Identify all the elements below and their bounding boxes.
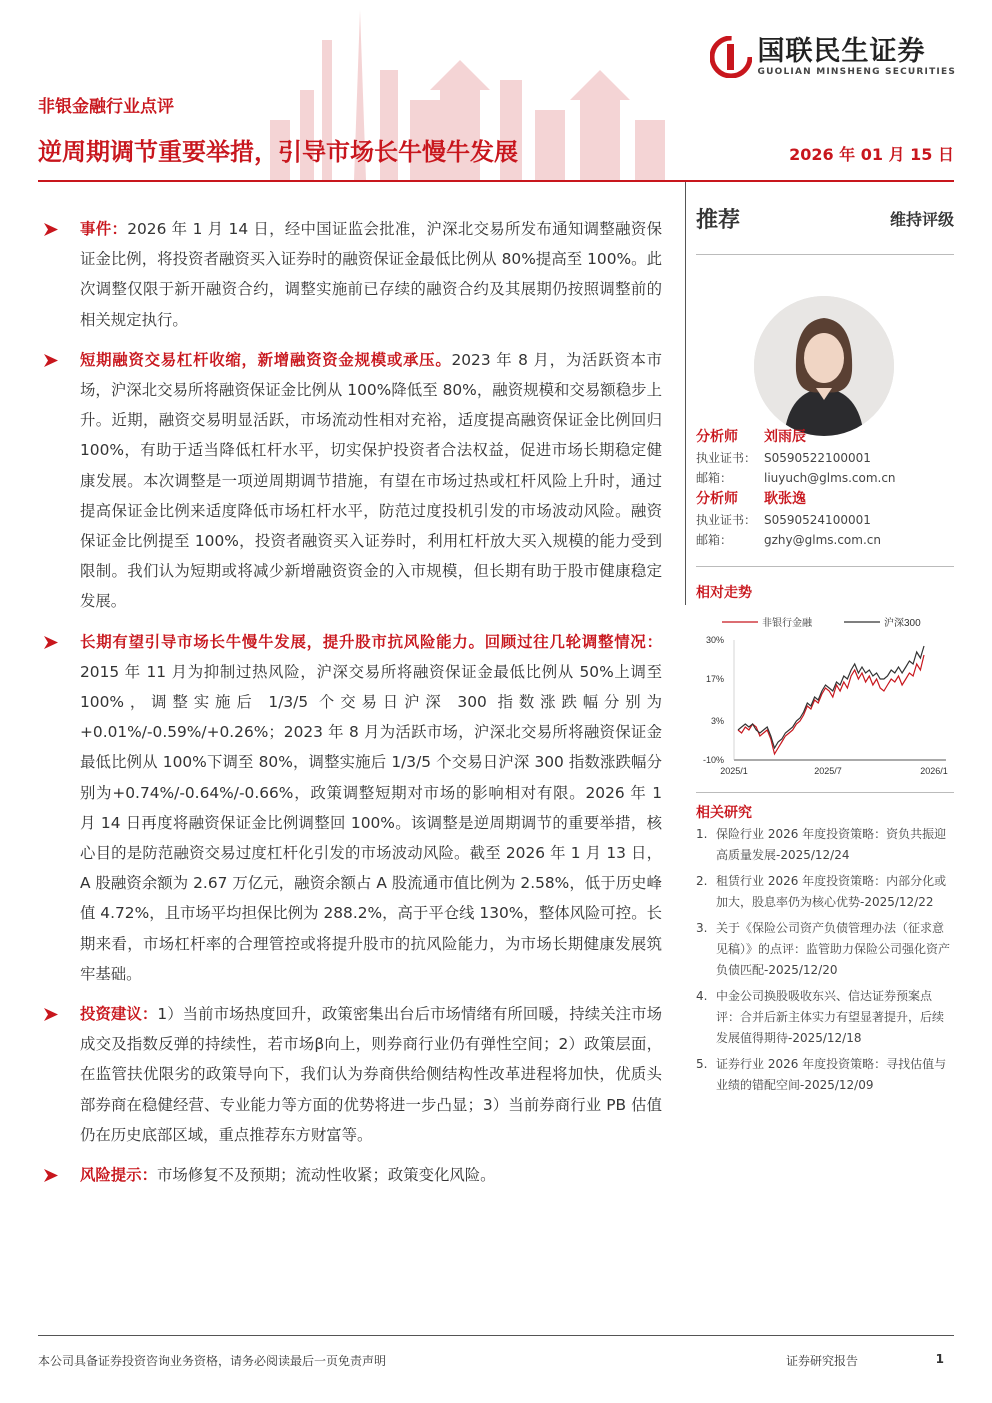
paragraph-event bbox=[44, 214, 662, 335]
research-text: 中金公司换股吸收东兴、信达证券预案点评：合并后新主体实力有望显著提升，后续发展值得期待-2025/12/18 bbox=[716, 989, 945, 1045]
analyst-name-row bbox=[696, 488, 954, 510]
email-label: 邮箱： bbox=[696, 471, 733, 485]
research-item[interactable] bbox=[696, 824, 954, 866]
research-text: 保险行业 2026 年度投资策略：资负共振迎高质量发展-2025/12/24 bbox=[716, 827, 947, 862]
paragraph-long-term bbox=[44, 627, 662, 989]
paragraph-text: 1）当前市场热度回升，政策密集出台后市场情绪有所回暖，持续关注市场成交及指数反弹的持续性，若市场β向上，则券商行业仍有弹性空间；2）政策层面，在监管扶优限劣的政策导向下，我们认为券商供给侧结构性改革进程将加快，优质头部券商在稳健经营、专业能力等方面的优势将进一步凸显；3）当前券商行业 PB 估值仍在历史底部区域，重点推荐东方财富等。 bbox=[80, 1005, 662, 1144]
paragraph-text: 市场修复不及预期；流动性收紧；政策变化风险。 bbox=[156, 1166, 496, 1185]
paragraph-short-term bbox=[44, 345, 662, 617]
column-divider bbox=[685, 182, 686, 605]
divider-line bbox=[696, 566, 954, 567]
research-text: 关于《保险公司资产负债管理办法（征求意见稿）》的点评：监管助力保险公司强化资产负债匹配-2025/12/20 bbox=[716, 921, 951, 977]
analyst-title: 分析师 bbox=[696, 491, 738, 507]
research-number: 1. bbox=[696, 827, 708, 841]
analyst-cert-row bbox=[696, 448, 954, 468]
research-title: 相关研究 bbox=[696, 805, 752, 821]
x-tick-label: 2025/7 bbox=[814, 766, 842, 776]
series-line bbox=[738, 646, 924, 748]
paragraph-text: 2015 年 11 月为抑制过热风险，沪深交易所将融资保证金最低比例从 50%上调至 100%，调整实施后 1/3/5 个交易日沪深 300 指数涨跌幅分别为+0.01%/-0.59%/+0.26%；2023 年 8 月为活跃市场，沪深北交易所将融资保证金最低比例从 100%下调至 80%，调整实施后 1/3/5 个交易日沪深 300 指数涨跌幅分别为+0.74%/-0.64%/-0.66%，政策调整短期对市场的影响相对有限。2026 年 1 月 14 日再度将融资保证金比例调整回 100%。该调整是逆周期调节的重要举措，核心目的是防范融资交易过度杠杆化引发的市场波动风险。截至 2026 年 1 月 13 日， A 股融资余额为 2.67 万亿元，融资余额占 A 股流通市值比例为 2.58%，低于历史峰值 4.72%，且市场平均担保比例为 288.2%，高于平仓线 130%，整体风险可控。长期来看，市场杠杆率的合理管控或将提升股市的抗风险能力，为市场长期健康发展筑牢基础。 bbox=[80, 662, 662, 983]
paragraph-heading: 投资建议： bbox=[80, 1005, 158, 1024]
research-number: 5. bbox=[696, 1057, 708, 1071]
report-date: 2026 年 01 月 15 日 bbox=[789, 145, 954, 164]
logo-name-cn: 国联民生证券 bbox=[757, 36, 926, 67]
research-item[interactable] bbox=[696, 1054, 954, 1096]
sidebar bbox=[696, 182, 954, 255]
legend-label: 非银行金融 bbox=[762, 618, 812, 629]
research-number: 2. bbox=[696, 874, 708, 888]
arrow-bullet-icon bbox=[44, 223, 58, 236]
cert-label: 执业证书： bbox=[696, 451, 757, 465]
company-logo bbox=[710, 36, 956, 78]
analyst-title: 分析师 bbox=[696, 429, 738, 445]
research-number: 4. bbox=[696, 989, 708, 1003]
paragraph-heading: 风险提示： bbox=[80, 1166, 157, 1185]
y-tick-label: 17% bbox=[705, 674, 724, 684]
research-number: 3. bbox=[696, 921, 708, 935]
y-tick-label: -10% bbox=[702, 755, 724, 765]
logo-mark-icon bbox=[710, 36, 752, 78]
report-category: 非银金融行业点评 bbox=[38, 97, 174, 117]
rating-status: 维持评级 bbox=[889, 209, 954, 229]
rating-row bbox=[696, 182, 954, 255]
paragraph-heading: 长期有望引导市场长牛慢牛发展，提升股市抗风险能力。回顾过往几轮调整情况： bbox=[80, 632, 662, 651]
analyst-cert-row bbox=[696, 510, 954, 530]
arrow-bullet-icon bbox=[44, 354, 58, 367]
analyst-photo bbox=[754, 296, 894, 436]
research-item[interactable] bbox=[696, 986, 954, 1049]
email-address[interactable]: liuyuch@glms.com.cn bbox=[764, 471, 896, 485]
paragraph-heading: 短期融资交易杠杆收缩，新增融资资金规模或承压。 bbox=[80, 350, 452, 369]
x-tick-label: 2026/1 bbox=[920, 766, 948, 776]
analyst-portrait-icon bbox=[754, 296, 894, 436]
cert-number: S0590522100001 bbox=[764, 451, 871, 465]
arrow-bullet-icon bbox=[44, 636, 58, 649]
paragraph-heading: 事件： bbox=[80, 220, 128, 238]
arrow-bullet-icon bbox=[44, 1169, 58, 1182]
analyst-email-row bbox=[696, 530, 954, 550]
main-content bbox=[44, 214, 662, 1200]
footer-divider bbox=[38, 1335, 954, 1336]
related-research-list bbox=[696, 824, 954, 1101]
analyst-name: 耿张逸 bbox=[764, 491, 806, 507]
analyst-list bbox=[696, 426, 954, 550]
relative-trend-chart bbox=[696, 610, 954, 790]
footer-report-type: 证券研究报告 bbox=[786, 1354, 859, 1368]
research-item[interactable] bbox=[696, 871, 954, 913]
cert-number: S0590524100001 bbox=[764, 513, 871, 527]
research-item[interactable] bbox=[696, 918, 954, 981]
email-label: 邮箱： bbox=[696, 533, 733, 547]
email-address[interactable]: gzhy@glms.com.cn bbox=[764, 533, 881, 547]
recommendation: 推荐 bbox=[696, 207, 741, 233]
x-tick-label: 2025/1 bbox=[720, 766, 748, 776]
y-tick-label: 30% bbox=[705, 635, 724, 645]
report-title: 逆周期调节重要举措，引导市场长牛慢牛发展 bbox=[38, 138, 518, 166]
cert-label: 执业证书： bbox=[696, 513, 757, 527]
y-tick-label: 3% bbox=[710, 716, 724, 726]
research-text: 证券行业 2026 年度投资策略：寻找估值与业绩的错配空间-2025/12/09 bbox=[716, 1057, 947, 1092]
legend-label: 沪深300 bbox=[884, 618, 921, 629]
analyst-name-row bbox=[696, 426, 954, 448]
analyst-name: 刘雨辰 bbox=[764, 429, 806, 445]
paragraph-investment-advice bbox=[44, 999, 662, 1150]
paragraph-text: 2026 年 1 月 14 日，经中国证监会批准，沪深北交易所发布通知调整融资保证金比例，将投资者融资买入证券时的融资保证金最低比例从 80%提高至 100%。此次调整仅限于新开融资合约，调整实施前已存续的融资合约及其展期仍按照调整前的相关规定执行。 bbox=[80, 220, 662, 329]
analyst-email-row bbox=[696, 468, 954, 488]
divider-line bbox=[696, 792, 954, 793]
footer-disclaimer: 本公司具备证券投资咨询业务资格，请务必阅读最后一页免责声明 bbox=[38, 1354, 387, 1368]
trend-title: 相对走势 bbox=[696, 585, 752, 601]
paragraph-text: 2023 年 8 月，为活跃资本市场，沪深北交易所将融资保证金比例从 100%降低至 80%，融资规模和交易额稳步上升。近期，融资交易明显活跃，市场流动性相对充裕，适度提高融资保证金比例回归 100%，有助于适当降低杠杆水平，切实保护投资者合法权益，促进市场长期稳定健康发展。本次调整是一项逆周期调节措施，有望在市场过热或杠杆风险上升时，通过提高保证金比例来适度降低市场杠杆水平，防范过度投机引发的市场波动风险。融资保证金比例提至 100%，投资者融资买入证券时，利用杠杆放大买入规模的能力受到限制。我们认为短期或将减少新增融资资金的入市规模，但长期有助于股市健康稳定发展。 bbox=[80, 350, 662, 611]
arrow-bullet-icon bbox=[44, 1008, 58, 1021]
page-number: 1 bbox=[935, 1352, 944, 1366]
logo-name-en: GUOLIAN MINSHENG SECURITIES bbox=[757, 67, 956, 77]
paragraph-risk bbox=[44, 1160, 662, 1190]
research-text: 租赁行业 2026 年度投资策略：内部分化或加大，股息率仍为核心优势-2025/12/22 bbox=[716, 874, 947, 909]
